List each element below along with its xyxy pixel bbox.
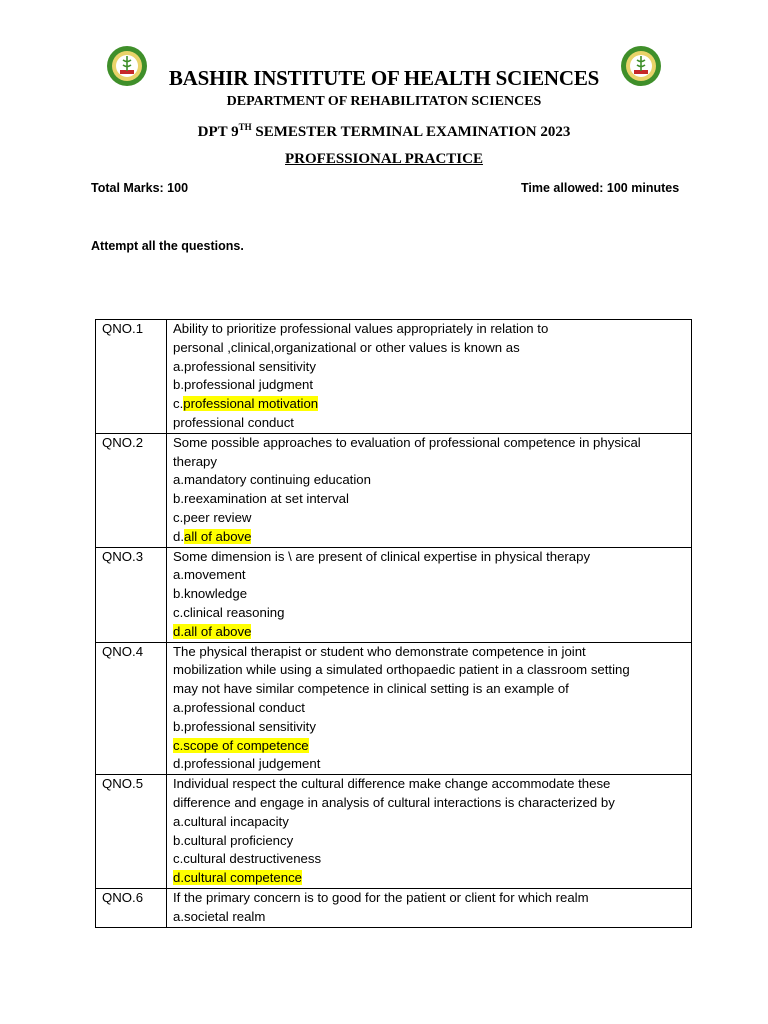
highlighted-answer: professional motivation: [183, 396, 319, 412]
question-number: QNO.3: [96, 547, 167, 642]
option-d: [173, 623, 691, 642]
option-d: professional conduct: [173, 414, 294, 430]
option-a: a.cultural incapacity: [173, 813, 289, 829]
option-b: b.cultural proficiency: [173, 832, 294, 848]
option-a: a.movement: [173, 567, 246, 583]
table-row: [96, 642, 692, 775]
question-number: QNO.1: [96, 320, 167, 434]
question-number: QNO.2: [96, 433, 167, 547]
question-stem: therapy: [173, 453, 217, 469]
highlighted-answer: d.all of above: [173, 623, 252, 639]
option-a: a.societal realm: [173, 908, 266, 924]
question-body: [167, 433, 692, 547]
question-body: [167, 775, 692, 889]
question-stem: Ability to prioritize professional values appropriately in relation to: [173, 321, 549, 336]
option-a: a.mandatory continuing education: [173, 472, 371, 488]
option-c: c.peer review: [173, 509, 252, 525]
highlighted-answer: c.scope of competence: [173, 737, 309, 753]
highlighted-answer: all of above: [184, 528, 252, 544]
option-c: c.clinical reasoning: [173, 604, 285, 620]
option-b: b.professional judgment: [173, 377, 314, 393]
questions-table: [95, 319, 692, 928]
question-stem: mobilization while using a simulated orthopaedic patient in a classroom setting: [173, 662, 630, 678]
question-stem: Some dimension is \ are present of clinical expertise in physical therapy: [173, 548, 591, 564]
subject-title: PROFESSIONAL PRACTICE: [285, 151, 483, 167]
table-row: [96, 320, 692, 434]
option-d: d.all of above: [173, 528, 252, 544]
option-a: a.professional sensitivity: [173, 358, 316, 374]
option-b: b.professional sensitivity: [173, 718, 316, 734]
highlighted-answer: d.cultural competence: [173, 870, 303, 886]
option-c: c.cultural destructiveness: [173, 851, 322, 867]
option-a: a.professional conduct: [173, 699, 305, 715]
question-stem: may not have similar competence in clinical setting is an example of: [173, 681, 569, 697]
question-body: [167, 547, 692, 642]
option-b: b.knowledge: [173, 586, 248, 602]
option-b: b.reexamination at set interval: [173, 491, 349, 507]
option-c: c.professional motivation: [173, 396, 319, 412]
institute-name: BASHIR INSTITUTE OF HEALTH SCIENCES: [168, 66, 600, 90]
exam-title: DPT 9TH SEMESTER TERMINAL EXAMINATION 2023: [197, 122, 571, 140]
question-number: QNO.5: [96, 775, 167, 889]
question-number: QNO.6: [96, 888, 167, 927]
question-stem: Some possible approaches to evaluation of professional competence in physical: [173, 434, 641, 450]
question-body: [167, 888, 692, 927]
table-row: [96, 775, 692, 889]
instruction-text: Attempt all the questions.: [91, 239, 244, 253]
table-row: [96, 547, 692, 642]
time-allowed: Time allowed: 100 minutes: [521, 181, 680, 195]
question-number: QNO.4: [96, 642, 167, 775]
department-name: DEPARTMENT OF REHABILITATON SCIENCES: [226, 94, 542, 109]
option-d: [173, 869, 691, 888]
option-c: [173, 737, 691, 756]
table-row: [96, 433, 692, 547]
question-body: [167, 320, 692, 434]
question-stem: personal ,clinical,organizational or other values is known as: [173, 339, 520, 355]
option-d: d.professional judgement: [173, 756, 321, 772]
question-stem: difference and engage in analysis of cultural interactions is characterized by: [173, 794, 615, 810]
question-stem: The physical therapist or student who demonstrate competence in joint: [173, 643, 586, 659]
total-marks: Total Marks: 100: [91, 181, 189, 195]
table-row: [96, 888, 692, 927]
question-stem: Individual respect the cultural difference make change accommodate these: [173, 776, 611, 792]
question-stem: If the primary concern is to good for the patient or client for which realm: [173, 889, 589, 905]
question-body: [167, 642, 692, 775]
